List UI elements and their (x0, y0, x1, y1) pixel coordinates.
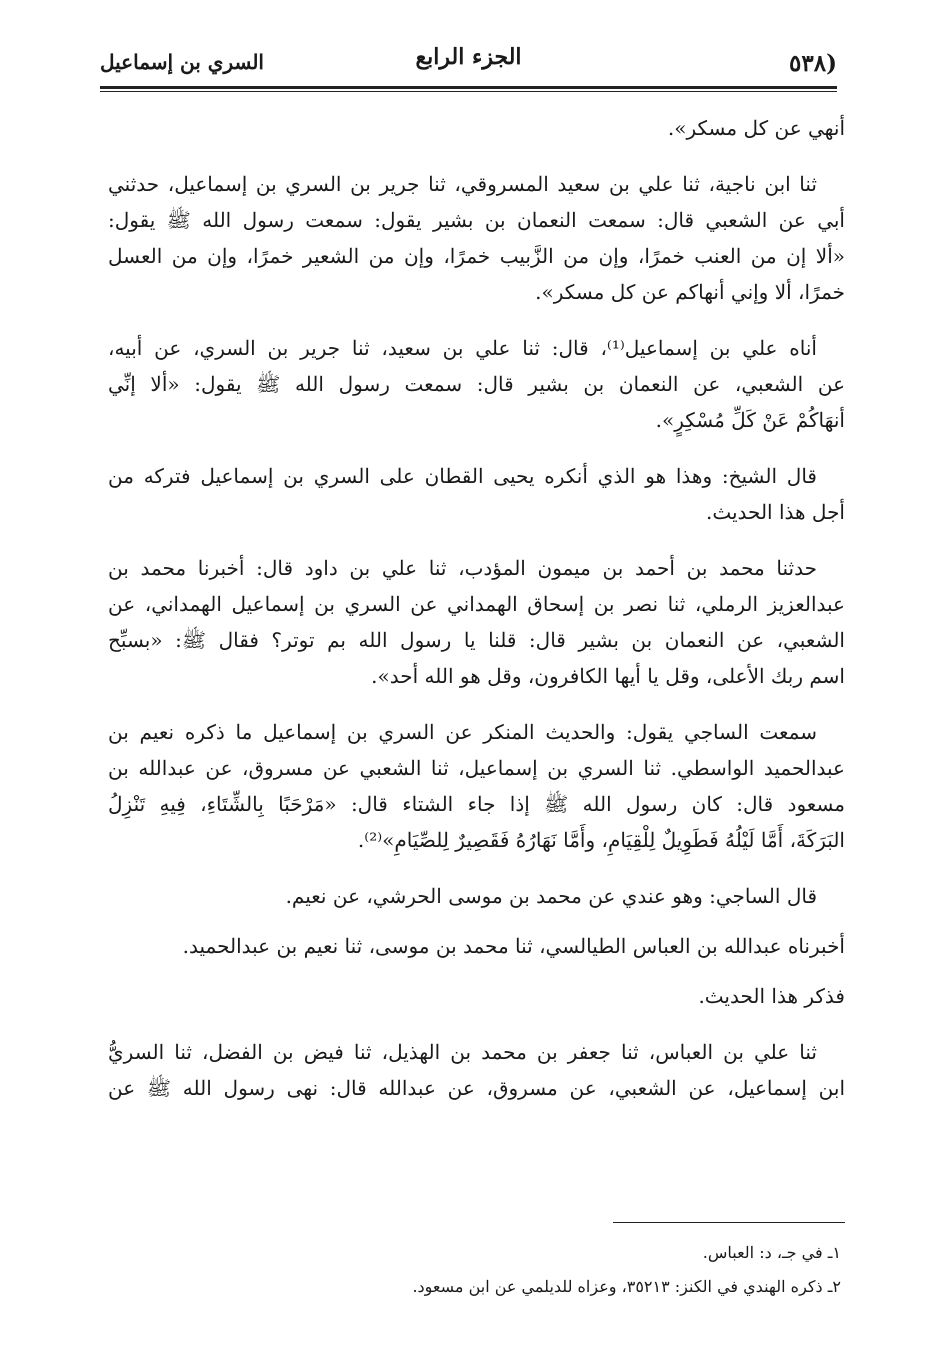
running-head-narrator: السري بن إسماعيل (100, 50, 264, 74)
paragraph (108, 330, 845, 438)
text-line: اسم ربك الأعلى، وقل يا أيها الكافرون، وقل هو الله أحد». (371, 664, 845, 688)
paragraph (108, 878, 845, 914)
text-line: سمعت الساجي يقول: والحديث المنكر عن السري بن إسماعيل ما ذكره نعيم بن (108, 720, 817, 744)
text-line: مسعود قال: كان رسول الله ﷺ إذا جاء الشتاء قال: «مَرْحَبًا بِالشِّتَاءِ، فِيهِ تَنْزِلُ (108, 792, 845, 816)
page-number: (٥٣٨ (789, 50, 837, 77)
footnotes (108, 1236, 841, 1304)
text-line: أنهَاكُمْ عَنْ كَلِّ مُسْكِرٍ». (655, 408, 845, 432)
text-line: عن الشعبي، عن النعمان بن بشير قال: سمعت رسول الله ﷺ يقول: «ألا إنِّي (108, 372, 845, 396)
paragraph (108, 1034, 845, 1106)
main-text (108, 110, 845, 1126)
text-line: الشعبي، عن النعمان بن بشير قال: قلنا يا رسول الله بم توتر؟ فقال ﷺ: «بسبِّح (108, 628, 845, 652)
text-line: أخبرناه عبدالله بن العباس الطيالسي، ثنا محمد بن موسى، ثنا نعيم بن عبدالحميد. (182, 934, 845, 958)
text-line: قال الساجي: وهو عندي عن محمد بن موسى الحرشي، عن نعيم. (285, 884, 817, 908)
text-line: ثنا علي بن العباس، ثنا جعفر بن محمد بن الهذيل، ثنا فيض بن الفضل، ثنا السريُّ (108, 1040, 817, 1064)
text-line: ابن إسماعيل، عن الشعبي، عن مسروق، عن عبدالله قال: نهى رسول الله ﷺ عن (108, 1076, 845, 1100)
paragraph (108, 978, 845, 1014)
paragraph (108, 928, 845, 964)
volume-title: الجزء الرابع (415, 44, 522, 70)
text-line: أبي عن الشعبي قال: سمعت النعمان بن بشير يقول: سمعت رسول الله ﷺ يقول: (108, 208, 845, 232)
text-line: فذكر هذا الحديث. (698, 984, 845, 1008)
header-rule (100, 86, 837, 89)
footnote-rule (613, 1222, 845, 1223)
text-line: أجل هذا الحديث. (705, 500, 845, 524)
paragraph (108, 714, 845, 858)
text-line: عبدالعزيز الرملي، ثنا نصر بن إسحاق الهمداني عن السري بن إسماعيل الهمداني، عن (108, 592, 845, 616)
text-line: «ألا إن من العنب خمرًا، وإن من الزَّبيب خمرًا، وإن من الشعير خمرًا، وإن من العسل (108, 244, 845, 268)
text-line: خمرًا، ألا وإني أنهاكم عن كل مسكر». (535, 280, 845, 304)
paragraph (108, 166, 845, 310)
paragraph (108, 458, 845, 530)
text-line: أناه علي بن إسماعيل⁽¹⁾، قال: ثنا علي بن سعيد، ثنا جرير بن السري، عن أبيه، (108, 336, 817, 360)
text-line: ثنا ابن ناجية، ثنا علي بن سعيد المسروقي، ثنا جرير بن السري بن إسماعيل، حدثني (108, 172, 817, 196)
text-line: أنهي عن كل مسكر». (667, 116, 845, 140)
paragraph (108, 110, 845, 146)
paragraph (108, 550, 845, 694)
page-header (100, 44, 837, 84)
footnote-2: ٢ـ ذكره الهندي في الكنز: ٣٥٢١٣، وعزاه للديلمي عن ابن مسعود. (412, 1277, 841, 1296)
text-line: حدثنا محمد بن أحمد بن ميمون المؤدب، ثنا علي بن داود قال: أخبرنا محمد بن (108, 556, 817, 580)
text-line: قال الشيخ: وهذا هو الذي أنكره يحيى القطان على السري بن إسماعيل فتركه من (108, 464, 817, 488)
text-line: عبدالحميد الواسطي. ثنا السري بن إسماعيل، ثنا الشعبي عن مسروق، عن عبدالله بن (108, 756, 845, 780)
text-line: البَرَكَةَ، أَمَّا لَيْلُهُ فَطَوِيلٌ لِلْقِيَامِ، وأَمَّا نَهَارُهُ فَقَصِيرٌ لِلصِّيَامِ»⁽²⁾. (357, 828, 845, 852)
header-rule-thin (100, 91, 837, 92)
footnote-1: ١ـ في جـ، د: العباس. (702, 1243, 841, 1262)
